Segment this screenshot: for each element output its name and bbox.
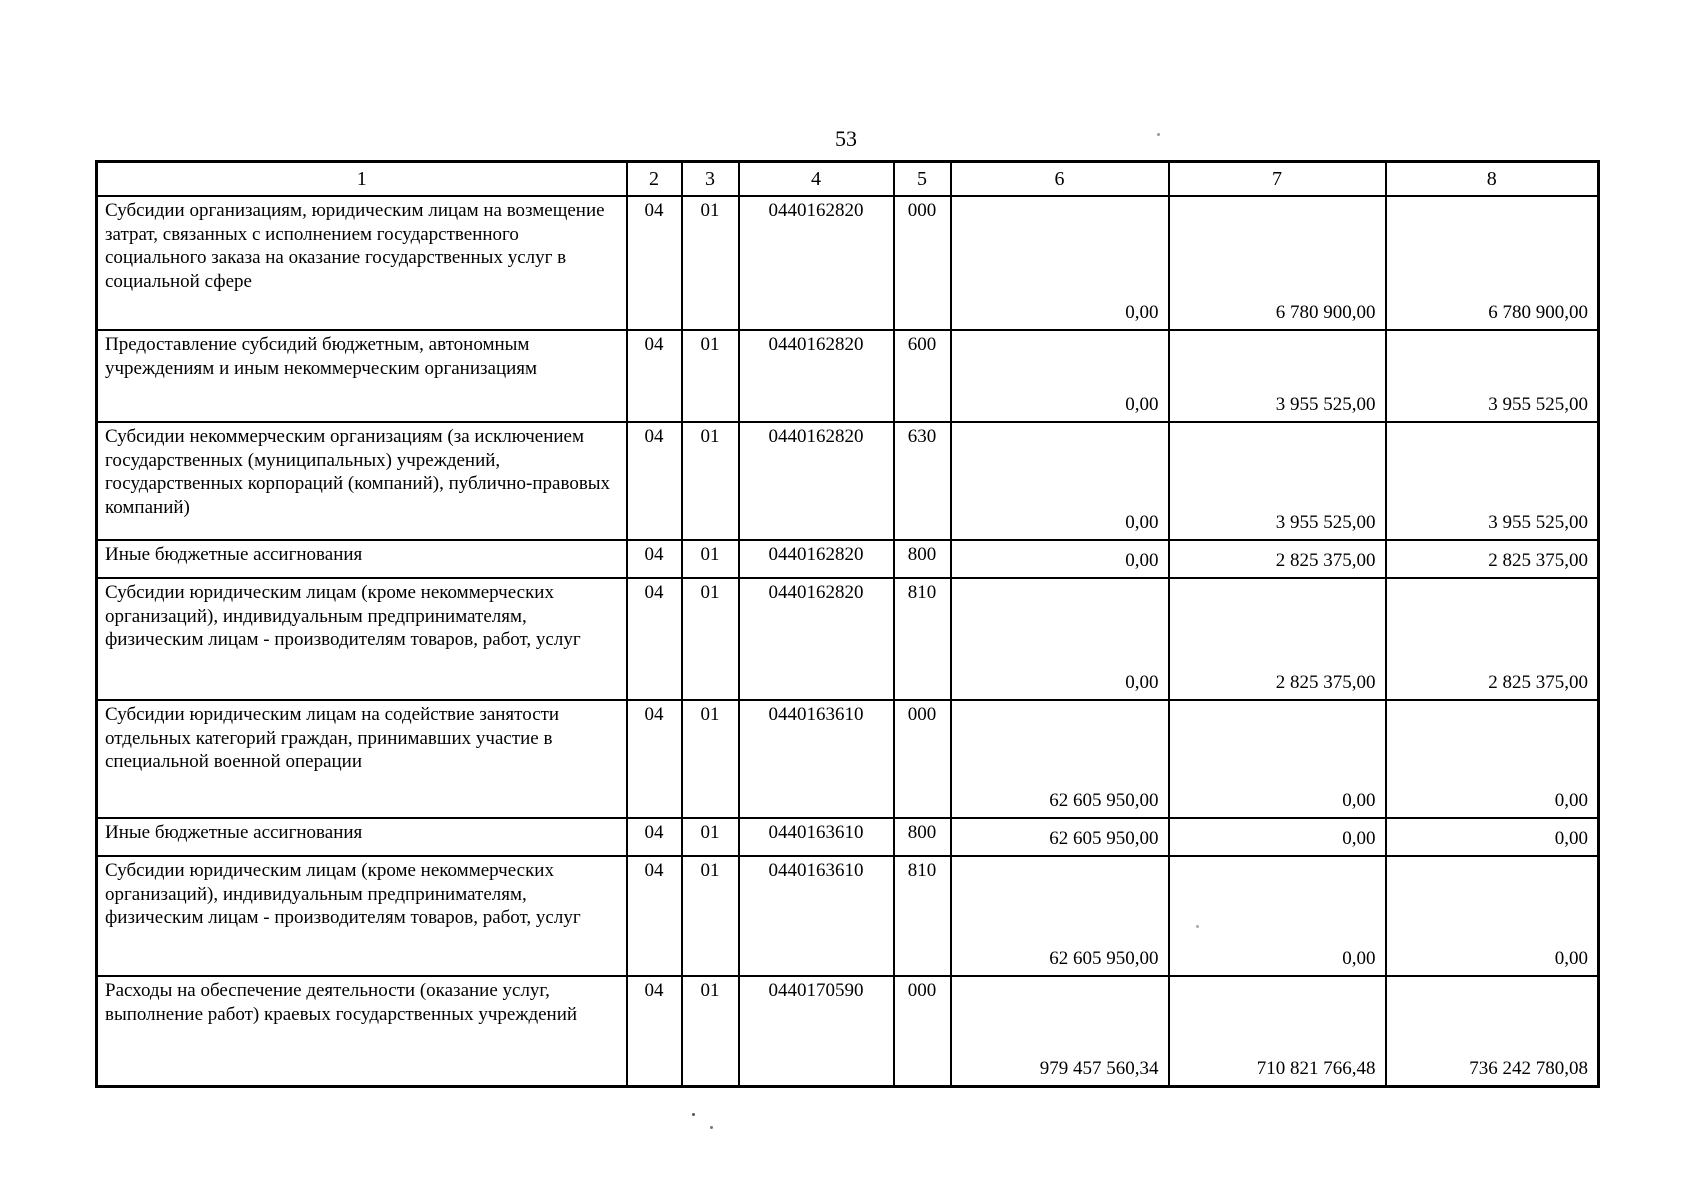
table-row xyxy=(97,856,1599,976)
row-name-cell: Субсидии юридическим лицам (кроме некоммерческих организаций), индивидуальным предпринимателям, физическим лицам - производителям товаров, работ, услуг xyxy=(97,856,627,976)
amount-2025-cell: 3 955 525,00 xyxy=(1169,422,1386,540)
table-row xyxy=(97,818,1599,856)
subsection-code-cell: 01 xyxy=(682,578,739,700)
subsection-code-cell: 01 xyxy=(682,540,739,578)
expense-type-cell: 800 xyxy=(894,540,951,578)
table-row xyxy=(97,578,1599,700)
subsection-code-cell: 01 xyxy=(682,856,739,976)
target-article-cell: 0440170590 xyxy=(739,976,894,1086)
amount-2026-cell: 0,00 xyxy=(1386,856,1599,976)
subsection-code-cell: 01 xyxy=(682,818,739,856)
header-col-7: 7 xyxy=(1169,162,1386,197)
header-col-2: 2 xyxy=(627,162,682,197)
subsection-code-cell: 01 xyxy=(682,330,739,422)
section-code-cell: 04 xyxy=(627,578,682,700)
amount-2024-cell: 0,00 xyxy=(951,196,1169,330)
row-name-cell: Иные бюджетные ассигнования xyxy=(97,540,627,578)
amount-2026-cell: 3 955 525,00 xyxy=(1386,422,1599,540)
amount-2026-cell: 2 825 375,00 xyxy=(1386,578,1599,700)
amount-2026-cell: 0,00 xyxy=(1386,818,1599,856)
row-name-cell: Расходы на обеспечение деятельности (оказание услуг, выполнение работ) краевых государственных учреждений xyxy=(97,976,627,1086)
table-row xyxy=(97,700,1599,818)
row-name-cell: Субсидии юридическим лицам (кроме некоммерческих организаций), индивидуальным предпринимателям, физическим лицам - производителям товаров, работ, услуг xyxy=(97,578,627,700)
section-code-cell: 04 xyxy=(627,196,682,330)
amount-2024-cell: 62 605 950,00 xyxy=(951,818,1169,856)
header-col-5: 5 xyxy=(894,162,951,197)
section-code-cell: 04 xyxy=(627,976,682,1086)
section-code-cell: 04 xyxy=(627,422,682,540)
section-code-cell: 04 xyxy=(627,330,682,422)
table-row xyxy=(97,196,1599,330)
row-name-cell: Субсидии юридическим лицам на содействие занятости отдельных категорий граждан, принимавших участие в специальной военной операции xyxy=(97,700,627,818)
header-col-1: 1 xyxy=(97,162,627,197)
amount-2024-cell: 0,00 xyxy=(951,422,1169,540)
header-col-8: 8 xyxy=(1386,162,1599,197)
amount-2025-cell: 2 825 375,00 xyxy=(1169,578,1386,700)
amount-2026-cell: 0,00 xyxy=(1386,700,1599,818)
expense-type-cell: 810 xyxy=(894,578,951,700)
expense-type-cell: 800 xyxy=(894,818,951,856)
amount-2024-cell: 0,00 xyxy=(951,578,1169,700)
scan-artifact xyxy=(1157,133,1160,136)
subsection-code-cell: 01 xyxy=(682,422,739,540)
amount-2025-cell: 0,00 xyxy=(1169,700,1386,818)
section-code-cell: 04 xyxy=(627,540,682,578)
target-article-cell: 0440162820 xyxy=(739,422,894,540)
amount-2025-cell: 2 825 375,00 xyxy=(1169,540,1386,578)
subsection-code-cell: 01 xyxy=(682,196,739,330)
target-article-cell: 0440162820 xyxy=(739,578,894,700)
expense-type-cell: 810 xyxy=(894,856,951,976)
target-article-cell: 0440163610 xyxy=(739,700,894,818)
expense-type-cell: 630 xyxy=(894,422,951,540)
header-col-6: 6 xyxy=(951,162,1169,197)
row-name-cell: Субсидии некоммерческим организациям (за исключением государственных (муниципальных) учреждений, государственных корпораций (компаний), публично-правовых компаний) xyxy=(97,422,627,540)
row-name-cell: Предоставление субсидий бюджетным, автономным учреждениям и иным некоммерческим организациям xyxy=(97,330,627,422)
section-code-cell: 04 xyxy=(627,818,682,856)
section-code-cell: 04 xyxy=(627,700,682,818)
row-name-cell: Субсидии организациям, юридическим лицам на возмещение затрат, связанных с исполнением государственного социального заказа на оказание государственных услуг в социальной сфере xyxy=(97,196,627,330)
budget-table-body xyxy=(97,196,1599,1086)
amount-2025-cell: 710 821 766,48 xyxy=(1169,976,1386,1086)
header-col-4: 4 xyxy=(739,162,894,197)
amount-2024-cell: 62 605 950,00 xyxy=(951,856,1169,976)
table-row xyxy=(97,976,1599,1086)
section-code-cell: 04 xyxy=(627,856,682,976)
scan-artifact xyxy=(1196,925,1199,928)
amount-2026-cell: 736 242 780,08 xyxy=(1386,976,1599,1086)
table-row xyxy=(97,540,1599,578)
table-header-row xyxy=(97,162,1599,197)
subsection-code-cell: 01 xyxy=(682,976,739,1086)
target-article-cell: 0440162820 xyxy=(739,330,894,422)
amount-2026-cell: 3 955 525,00 xyxy=(1386,330,1599,422)
target-article-cell: 0440163610 xyxy=(739,856,894,976)
expense-type-cell: 600 xyxy=(894,330,951,422)
page-number: 53 xyxy=(835,126,857,151)
amount-2024-cell: 0,00 xyxy=(951,540,1169,578)
amount-2024-cell: 979 457 560,34 xyxy=(951,976,1169,1086)
scan-artifact xyxy=(692,1113,695,1116)
amount-2024-cell: 0,00 xyxy=(951,330,1169,422)
scan-artifact xyxy=(710,1126,713,1129)
table-row xyxy=(97,330,1599,422)
amount-2025-cell: 0,00 xyxy=(1169,856,1386,976)
amount-2025-cell: 0,00 xyxy=(1169,818,1386,856)
amount-2025-cell: 3 955 525,00 xyxy=(1169,330,1386,422)
expense-type-cell: 000 xyxy=(894,196,951,330)
budget-table xyxy=(95,160,1600,1088)
table-row xyxy=(97,422,1599,540)
row-name-cell: Иные бюджетные ассигнования xyxy=(97,818,627,856)
amount-2025-cell: 6 780 900,00 xyxy=(1169,196,1386,330)
expense-type-cell: 000 xyxy=(894,976,951,1086)
target-article-cell: 0440163610 xyxy=(739,818,894,856)
amount-2026-cell: 2 825 375,00 xyxy=(1386,540,1599,578)
subsection-code-cell: 01 xyxy=(682,700,739,818)
amount-2026-cell: 6 780 900,00 xyxy=(1386,196,1599,330)
target-article-cell: 0440162820 xyxy=(739,540,894,578)
amount-2024-cell: 62 605 950,00 xyxy=(951,700,1169,818)
expense-type-cell: 000 xyxy=(894,700,951,818)
header-col-3: 3 xyxy=(682,162,739,197)
target-article-cell: 0440162820 xyxy=(739,196,894,330)
